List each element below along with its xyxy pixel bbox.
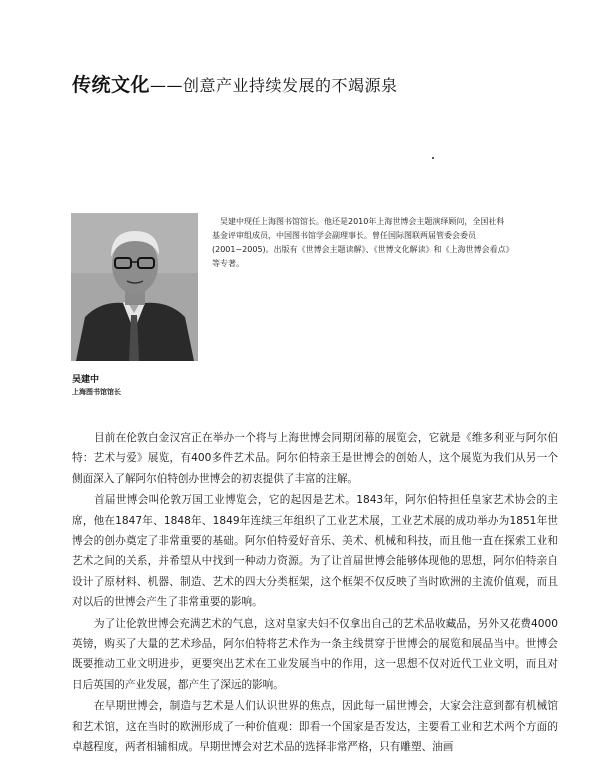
paragraph: 目前在伦敦白金汉宫正在举办一个将与上海世博会同期闭幕的展览会，它就是《维多利亚与阿尔伯特：艺术与爱》展览，有400多件艺术品。阿尔伯特亲王是世博会的创始人，这个展览为我们从另一个侧面深入了解阿尔伯特创办世博会的初衷提供了丰富的注解。: [72, 432, 558, 485]
author-bio: 吴建中现任上海图书馆馆长。他还是2010年上海世博会主题演绎顾问，全国社科基金评审组成员，中国图书馆学会副理事长。曾任国际图联两届管委会委员(2001~2005)。出版有《世博会主题读解》、《世博文化解读》和《上海世博会看点》等专著。: [212, 217, 510, 268]
article-body: [72, 428, 558, 759]
stray-mark: [432, 157, 434, 159]
author-photo: [71, 213, 198, 361]
photo-caption-role: 上海图书馆馆长: [72, 388, 121, 396]
article-title: [72, 70, 572, 97]
paragraph: 在早期世博会，制造与艺术是人们认识世界的焦点，因此每一届世博会，大家会注意到都有机械馆和艺术馆，这在当时的欧洲形成了一种价值观：即看一个国家是否发达，主要看工业和艺术两个方面的卓越程度，两者相辅相成。早期世博会对艺术品的选择非常严格，只有雕塑、油画: [72, 700, 558, 754]
photo-caption-name: 吴建中: [72, 375, 100, 385]
title-subtitle: 创意产业持续发展的不竭源泉: [183, 76, 398, 95]
paragraph: 为了让伦敦世博会充满艺术的气息，这对皇家夫妇不仅拿出自己的艺术品收藏品，另外又花费4000英镑，购买了大量的艺术珍品，阿尔伯特将艺术作为一条主线贯穿于世博会的展览和展品当中。世博会既要推动工业文明进步，更要突出艺术在工业发展当中的作用，这一思想不仅对近代工业文明，而且对日后英国的产业发展，都产生了深远的影响。: [72, 617, 558, 691]
title-dash: ——: [150, 76, 184, 95]
paragraph: 首届世博会叫伦敦万国工业博览会，它的起因是艺术。1843年，阿尔伯特担任皇家艺术协会的主席，他在1847年、1848年、1849年连续三年组织了工业艺术展，工业艺术展的成功举办为1851年世博会的创办奠定了非常重要的基础。阿尔伯特爱好音乐、美术、机械和科技，而且他一直在探索工业和艺术之间的关系，并希望从中找到一种动力资源。为了让首届世博会能够体现他的思想，阿尔伯特亲自设计了原材料、机器、制造、艺术的四大分类框架，这个框架不仅反映了当时欧洲的主流价值观，而且对以后的世博会产生了非常重要的影响。: [72, 494, 558, 609]
title-main: 传统文化: [72, 74, 151, 96]
portrait-image: [71, 213, 198, 361]
